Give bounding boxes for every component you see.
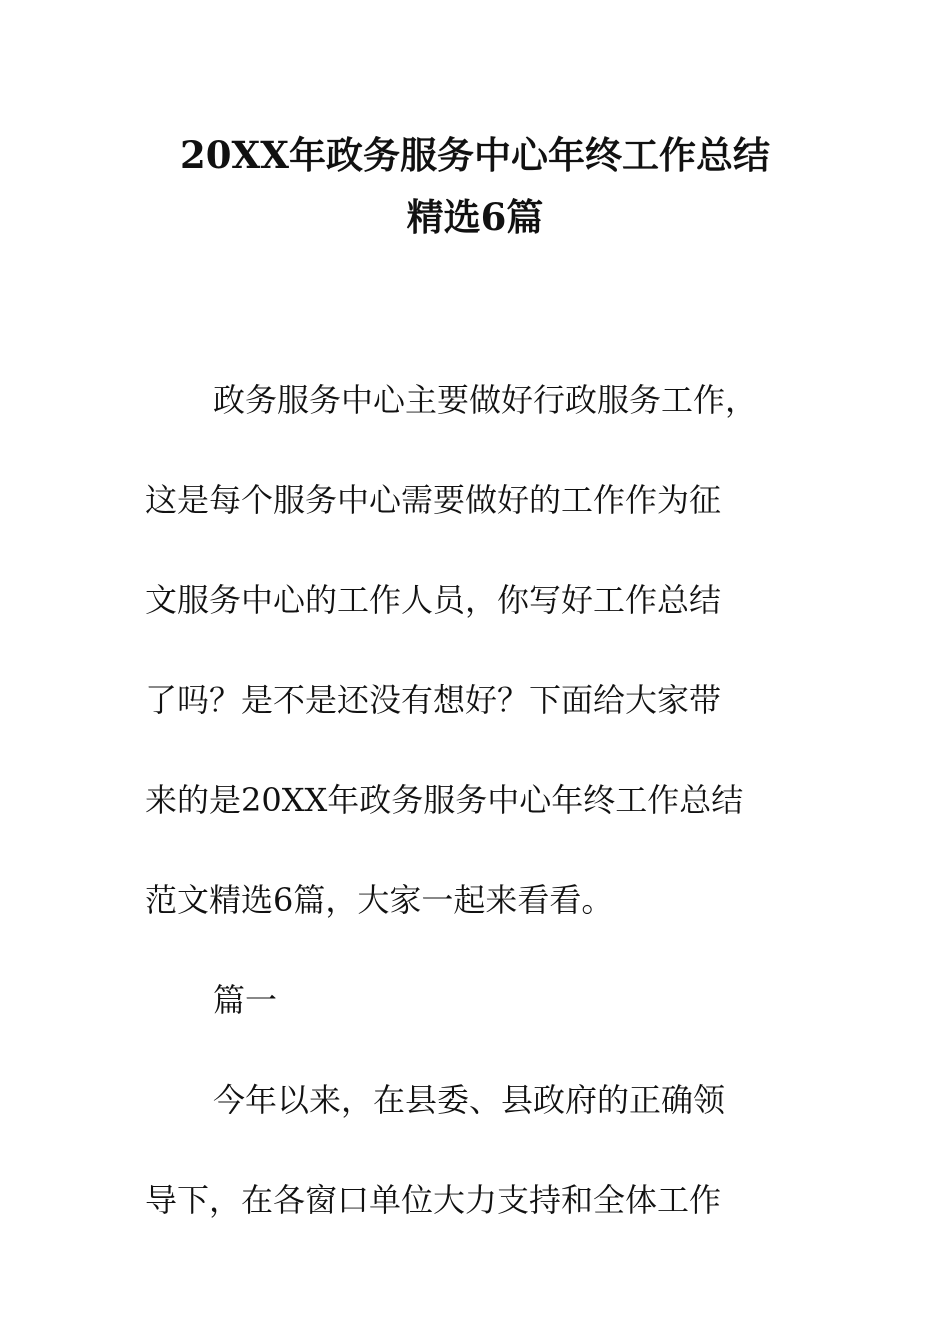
intro-line-2: 这是每个服务中心需要做好的工作作为征 [145, 481, 722, 519]
document-title [0, 124, 950, 248]
section-line-2: 导下，在各窗口单位大力支持和全体工作 [145, 1181, 722, 1219]
intro-line-6: 范文精选6篇，大家一起来看看。 [145, 881, 614, 919]
title-line-1: 20XX年政务服务中心年终工作总结 [180, 133, 770, 177]
intro-line-4: 了吗？是不是还没有想好？下面给大家带 [145, 681, 722, 719]
intro-line-3: 文服务中心的工作人员，你写好工作总结 [145, 581, 722, 619]
intro-line-1: 政务服务中心主要做好行政服务工作， [213, 381, 758, 419]
section-line-1: 今年以来，在县委、县政府的正确领 [213, 1081, 726, 1119]
section-heading: 篇一 [213, 981, 278, 1019]
document-body [145, 350, 805, 1250]
intro-line-5: 来的是20XX年政务服务中心年终工作总结 [145, 781, 744, 819]
title-line-2: 精选6篇 [406, 195, 544, 239]
